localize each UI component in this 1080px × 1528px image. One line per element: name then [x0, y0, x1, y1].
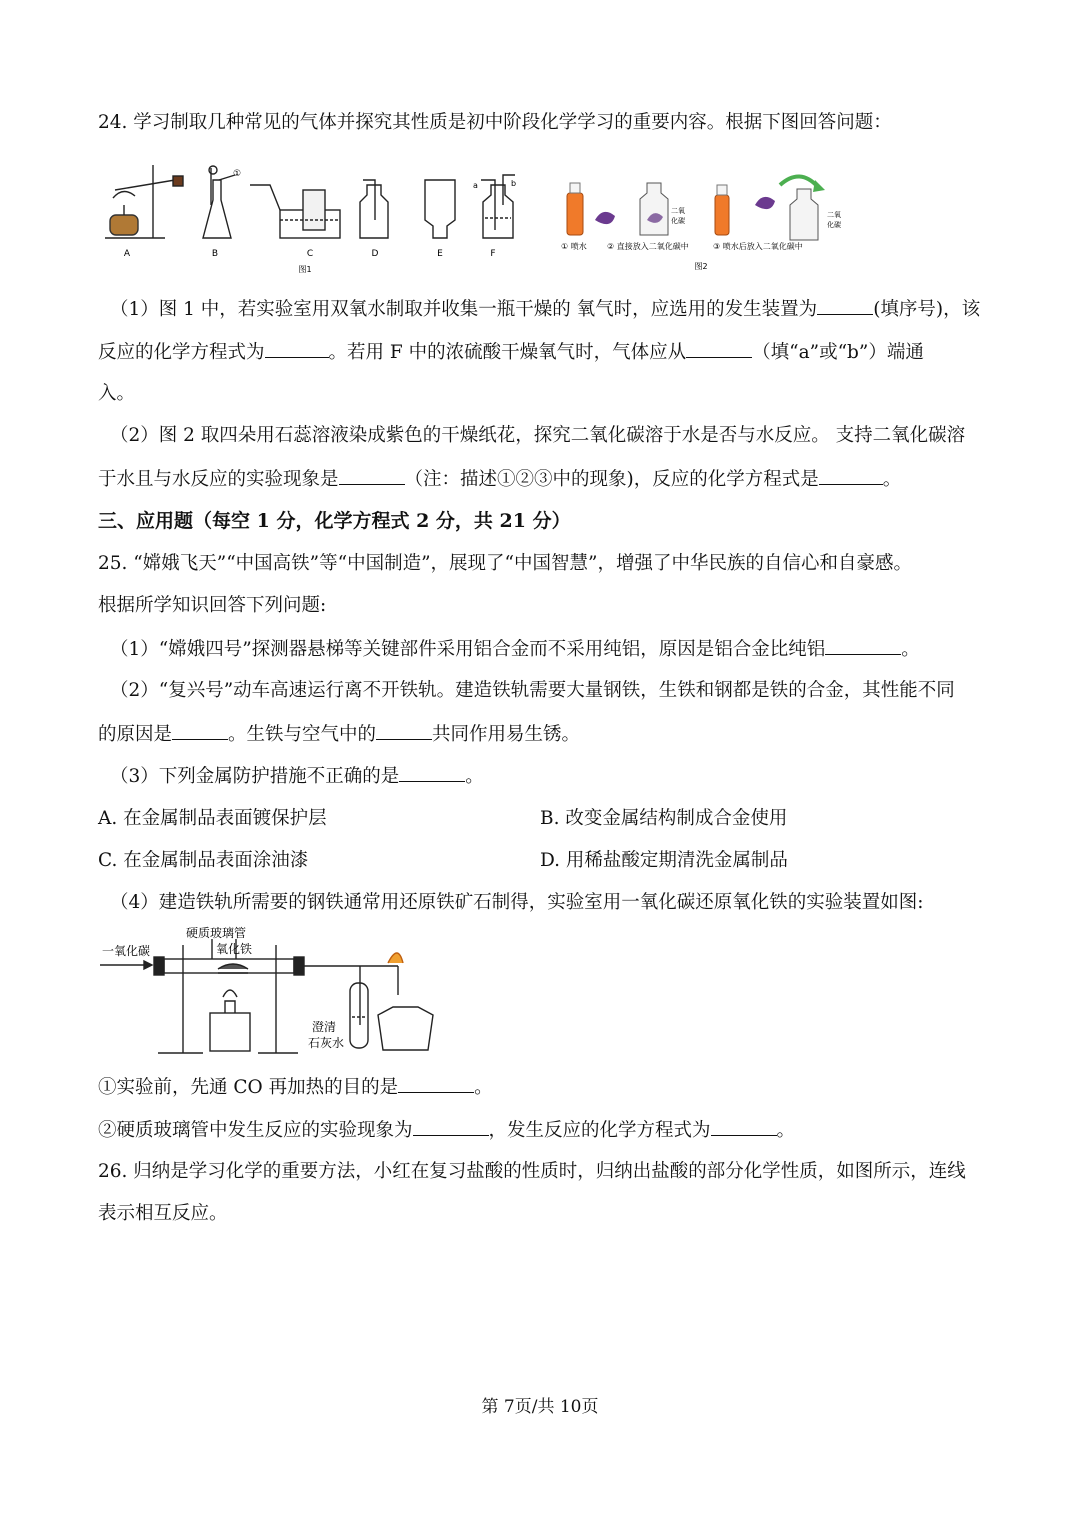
fig1-label-f: F: [490, 249, 496, 259]
q26-line2: 表示相互反应。: [98, 1203, 228, 1224]
page-number: 第 7页/共 10页: [481, 1397, 599, 1417]
q24-p2-text-b: 于水且与水反应的实验现象是: [98, 469, 339, 490]
fig1-label-b: B: [211, 249, 219, 259]
q24-part2-line2: [98, 466, 901, 493]
q24-part1-line1: [110, 296, 980, 323]
fig-label-lime-1: 澄清: [312, 1020, 337, 1034]
q25-part2-line2: [98, 721, 580, 748]
fig-label-co: 一氧化碳: [102, 944, 151, 958]
q25-option-b: B. 改变金属结构制成合金使用: [540, 808, 788, 829]
fig1-mark-b: b: [511, 179, 517, 188]
fig2-step2: ② 直接放入二氧化碳中: [607, 242, 689, 251]
q25-option-c: C. 在金属制品表面涂油漆: [98, 850, 309, 871]
q24-stem: 24. 学习制取几种常见的气体并探究其性质是初中阶段化学学习的重要内容。根据下图回答问题：: [98, 112, 892, 133]
answer-blank[interactable]: [825, 636, 901, 655]
fig1-caption: 图1: [298, 265, 312, 274]
q24-part1-line2: [98, 339, 924, 366]
fig1-label-d: D: [371, 249, 379, 259]
section-heading: 三、应用题（每空 1 分，化学方程式 2 分，共 21 分）: [98, 510, 571, 532]
q25-p1-text-a: （1）“嫦娥四号”探测器悬梯等关键部件采用铝合金而不采用纯铝，原因是铝合金比纯铝: [110, 639, 826, 660]
q25-s2-text-a: ②硬质玻璃管中发生反应的实验现象为: [98, 1120, 413, 1141]
q25-stem-b: 根据所学知识回答下列问题:: [98, 595, 327, 616]
answer-blank[interactable]: [711, 1117, 777, 1136]
q25-p2-text-b: 的原因是: [98, 724, 173, 745]
answer-blank[interactable]: [817, 296, 873, 315]
fig2-bottle1-label-1: 二氧: [671, 207, 685, 215]
q25-p2-text-d: 共同作用易生锈。: [432, 724, 581, 745]
q24-p1-text-a: （1）图 1 中，若实验室用双氧水制取并收集一瓶干燥的 氧气时，应选用的发生装置为: [110, 299, 818, 320]
q25-s2-text-b: ，发生反应的化学方程式为: [488, 1120, 711, 1141]
answer-blank[interactable]: [339, 466, 405, 485]
q25-sub1: [98, 1074, 493, 1101]
q25-p4-text: （4）建造铁轨所需要的钢铁通常用还原铁矿石制得，实验室用一氧化碳还原氧化铁的实验装置如图:: [110, 892, 924, 913]
answer-blank[interactable]: [686, 339, 752, 358]
q25-s2-text-c: 。: [776, 1120, 796, 1141]
fig-label-tube: 硬质玻璃管: [186, 926, 247, 940]
q24-p1-text-f: 入。: [98, 383, 136, 404]
fig2-step1: ① 喷水: [561, 242, 587, 251]
q25-stem-a: 25. “嫦娥飞天”“中国高铁”等“中国制造”，展现了“中国智慧”，增强了中华民族的自信心和自豪感。: [98, 553, 912, 574]
q25-s1-text-b: 。: [474, 1077, 493, 1098]
fig1-mark-a: a: [473, 181, 478, 190]
figure-2-litmus-flowers: [555, 165, 855, 275]
figure-co-reduction-apparatus: [98, 925, 438, 1060]
q25-part1: [110, 636, 920, 663]
q24-p2-text-d: 。: [882, 469, 902, 490]
answer-blank[interactable]: [413, 1117, 489, 1136]
q24-p1-text-b: (填序号)，该: [873, 299, 981, 320]
q24-p1-text-d: 。若用 F 中的浓硫酸干燥氧气时，气体应从: [328, 342, 687, 363]
answer-blank[interactable]: [399, 763, 465, 782]
q24-p1-text-e: （填“a”或“b”）端通: [752, 342, 924, 363]
fig1-label-a: A: [123, 249, 131, 259]
fig-label-lime-2: 石灰水: [308, 1036, 345, 1050]
fig2-bottle2-label-1: 二氧: [827, 211, 841, 219]
q25-p3-text: （3）下列金属防护措施不正确的是: [110, 766, 400, 787]
fig1-label-c: C: [306, 249, 314, 259]
q24-p2-text-a: （2）图 2 取四朵用石蕊溶液染成紫色的干燥纸花，探究二氧化碳溶于水是否与水反应。 支持二氧化碳溶: [110, 425, 966, 446]
fig2-bottle2-label-2: 化碳: [827, 221, 841, 229]
q25-sub2: [98, 1117, 795, 1144]
answer-blank[interactable]: [172, 721, 228, 740]
q25-part3: [110, 763, 484, 790]
fig1-label-e: E: [437, 249, 443, 259]
q25-option-d: D. 用稀盐酸定期清洗金属制品: [540, 850, 788, 871]
q25-p3-end: 。: [465, 766, 484, 787]
q25-option-a: A. 在金属制品表面镀保护层: [98, 808, 327, 829]
fig1-mark-circle1: ①: [233, 169, 242, 179]
q25-p1-text-b: 。: [901, 639, 920, 660]
answer-blank[interactable]: [376, 721, 432, 740]
fig2-caption: 图2: [694, 262, 708, 271]
answer-blank[interactable]: [819, 466, 883, 485]
figure-1-apparatus: [95, 160, 535, 280]
q26-line1: 26. 归纳是学习化学的重要方法，小红在复习盐酸的性质时，归纳出盐酸的部分化学性质，如图所示，连线: [98, 1161, 966, 1182]
fig2-bottle1-label-2: 化碳: [671, 217, 685, 225]
q24-p2-text-c: （注：描述①②③中的现象)，反应的化学方程式是: [404, 469, 819, 490]
fig2-step3: ③ 喷水后放入二氧化碳中: [713, 242, 803, 251]
q25-p2-text-c: 。生铁与空气中的: [228, 724, 377, 745]
q24-p1-text-c: 反应的化学方程式为: [98, 342, 265, 363]
q25-s1-text-a: ①实验前，先通 CO 再加热的目的是: [98, 1077, 399, 1098]
answer-blank[interactable]: [398, 1074, 474, 1093]
q25-p2-text-a: （2）“复兴号”动车高速运行离不开铁轨。建造铁轨需要大量钢铁，生铁和钢都是铁的合金，其性能不同: [110, 680, 955, 701]
answer-blank[interactable]: [265, 339, 329, 358]
fig-label-fe2o3: 氧化铁: [216, 942, 253, 956]
